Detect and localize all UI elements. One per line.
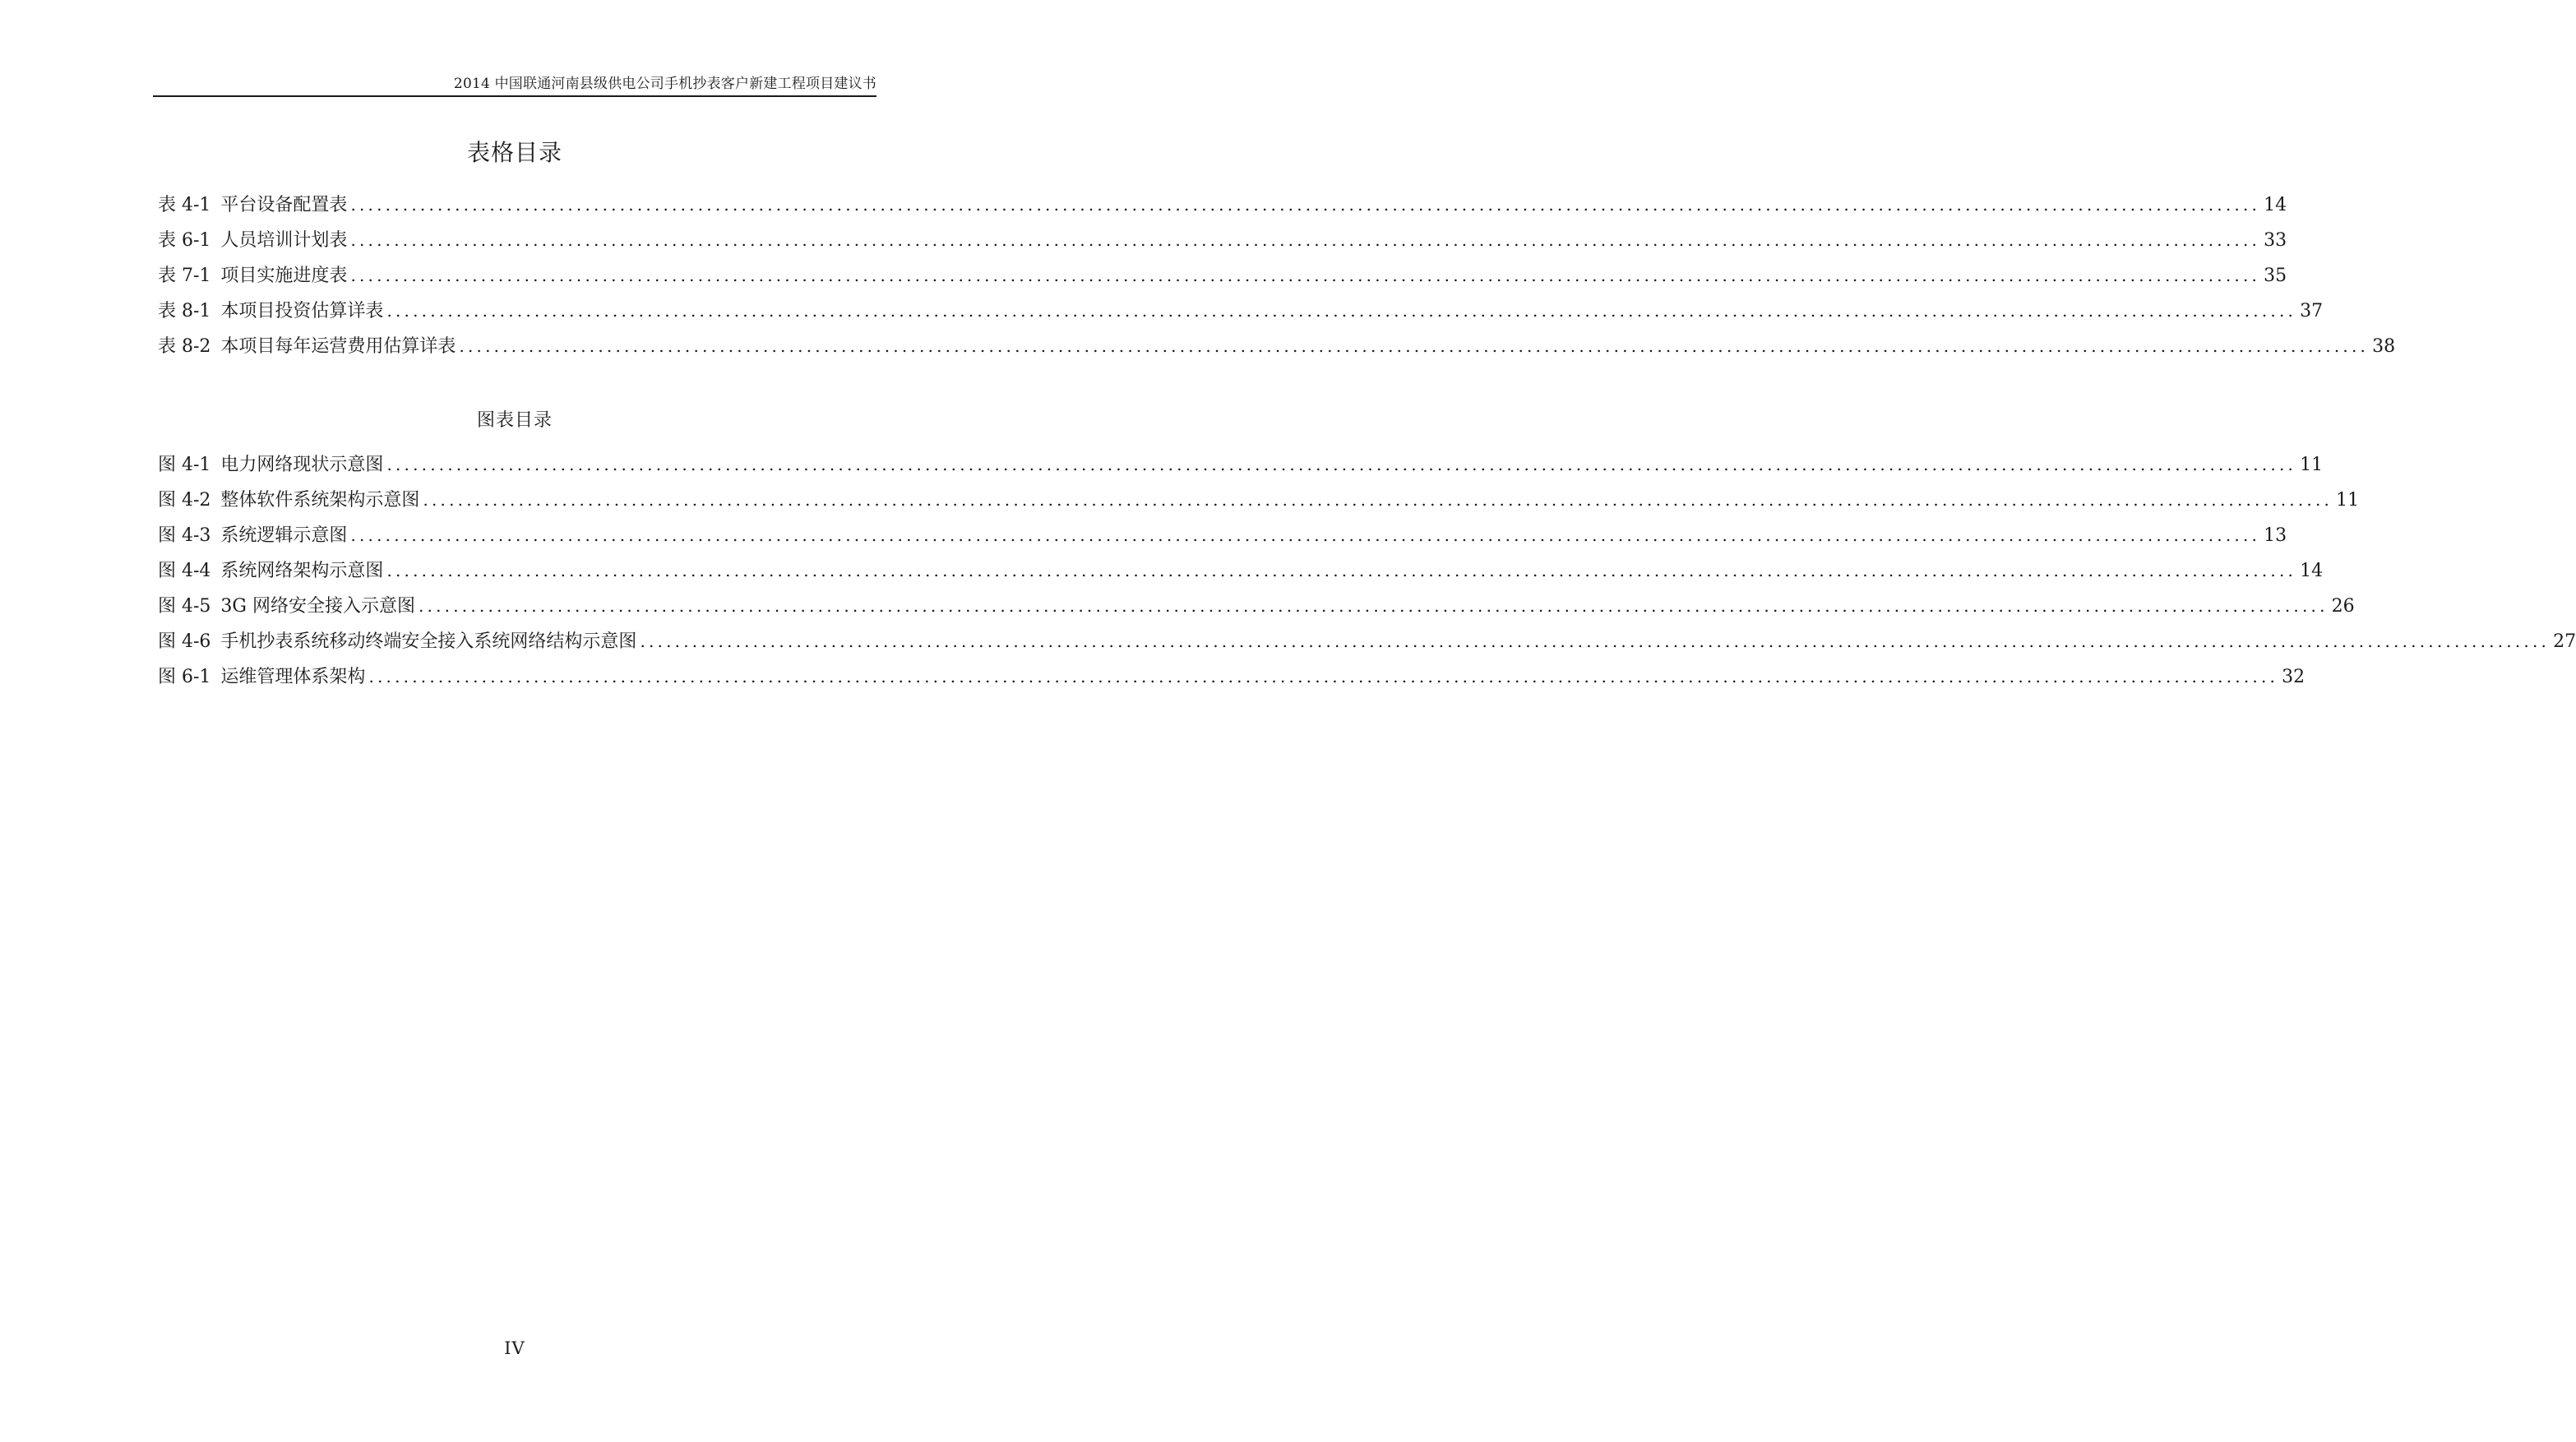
toc-entry[interactable] bbox=[158, 293, 2324, 329]
toc-entry-title: 整体软件系统架构示意图 bbox=[220, 490, 420, 511]
toc-entry-number: 表 8-1 bbox=[158, 301, 211, 321]
toc-entry-page: 26 bbox=[2331, 596, 2355, 617]
toc-entry-label bbox=[158, 589, 419, 624]
toc-entry[interactable] bbox=[158, 258, 2287, 293]
toc-entry-title: 手机抄表系统移动终端安全接入系统网络结构示意图 bbox=[220, 631, 637, 652]
figures-toc-list bbox=[158, 447, 2576, 695]
toc-leader-dots: ............................................................................................................................................................................................................................ bbox=[459, 336, 2370, 356]
toc-entry-number: 图 4-6 bbox=[158, 631, 211, 652]
toc-entry-page: 37 bbox=[2300, 301, 2324, 321]
toc-entry[interactable] bbox=[158, 518, 2287, 553]
toc-entry[interactable] bbox=[158, 589, 2355, 624]
page-number: IV bbox=[504, 1338, 525, 1358]
toc-entry-number: 表 4-1 bbox=[158, 195, 211, 215]
toc-entry[interactable] bbox=[158, 553, 2324, 589]
figures-toc-title: 图表目录 bbox=[476, 410, 553, 431]
toc-leader-dots: ............................................................................................................................................................................................................................ bbox=[419, 596, 2329, 616]
toc-entry-number: 图 4-1 bbox=[158, 455, 211, 475]
toc-entry-label bbox=[158, 483, 423, 518]
toc-entry-label bbox=[158, 258, 350, 293]
toc-entry-title: 人员培训计划表 bbox=[220, 230, 348, 251]
toc-leader-dots: ............................................................................................................................................................................................................................ bbox=[386, 301, 2297, 321]
toc-entry-title: 电力网络现状示意图 bbox=[220, 455, 384, 475]
toc-entry-label bbox=[158, 659, 368, 695]
toc-entry-number: 图 4-2 bbox=[158, 490, 211, 511]
toc-entry-number: 图 4-4 bbox=[158, 561, 211, 581]
toc-leader-dots: ............................................................................................................................................................................................................................ bbox=[423, 490, 2333, 510]
toc-entry-title: 平台设备配置表 bbox=[220, 195, 348, 215]
toc-entry-page: 27 bbox=[2553, 631, 2576, 652]
toc-entry-number: 图 6-1 bbox=[158, 667, 211, 687]
toc-entry-number: 图 4-3 bbox=[158, 525, 211, 546]
toc-entry-title: 本项目每年运营费用估算详表 bbox=[220, 336, 456, 357]
toc-entry[interactable] bbox=[158, 447, 2324, 483]
page-header bbox=[153, 71, 876, 97]
toc-leader-dots: ............................................................................................................................................................................................................................ bbox=[640, 631, 2551, 651]
toc-entry-page: 14 bbox=[2300, 561, 2324, 581]
toc-entry-label bbox=[158, 518, 350, 553]
toc-entry-page: 33 bbox=[2264, 230, 2287, 251]
toc-entry-label bbox=[158, 223, 350, 258]
toc-entry[interactable] bbox=[158, 223, 2287, 258]
header-title: 2014 中国联通河南县级供电公司手机抄表客户新建工程项目建议书 bbox=[453, 76, 876, 92]
toc-entry-title: 系统网络架构示意图 bbox=[220, 561, 384, 581]
toc-entry-title: 系统逻辑示意图 bbox=[220, 525, 348, 546]
toc-entry[interactable] bbox=[158, 483, 2360, 518]
tables-toc-list bbox=[158, 187, 2396, 364]
toc-entry-label bbox=[158, 187, 350, 223]
toc-entry-page: 11 bbox=[2300, 455, 2324, 475]
toc-entry[interactable] bbox=[158, 187, 2287, 223]
toc-leader-dots: ............................................................................................................................................................................................................................ bbox=[350, 230, 2261, 250]
toc-leader-dots: ............................................................................................................................................................................................................................ bbox=[368, 667, 2279, 686]
toc-entry[interactable] bbox=[158, 329, 2396, 364]
toc-entry-number: 图 4-5 bbox=[158, 596, 211, 617]
toc-entry[interactable] bbox=[158, 659, 2305, 695]
toc-entry-label bbox=[158, 447, 386, 483]
toc-entry-number: 表 6-1 bbox=[158, 230, 211, 251]
toc-entry-title: 本项目投资估算详表 bbox=[220, 301, 384, 321]
toc-entry-label bbox=[158, 329, 459, 364]
toc-entry-label bbox=[158, 293, 386, 329]
toc-entry-title: 项目实施进度表 bbox=[220, 266, 348, 286]
toc-leader-dots: ............................................................................................................................................................................................................................ bbox=[386, 561, 2297, 580]
toc-entry-page: 35 bbox=[2264, 266, 2287, 286]
toc-entry-number: 表 7-1 bbox=[158, 266, 211, 286]
toc-entry-page: 14 bbox=[2264, 195, 2287, 215]
toc-leader-dots: ............................................................................................................................................................................................................................ bbox=[386, 455, 2297, 474]
toc-entry-page: 11 bbox=[2336, 490, 2360, 511]
toc-leader-dots: ............................................................................................................................................................................................................................ bbox=[350, 266, 2261, 285]
toc-entry-page: 38 bbox=[2372, 336, 2396, 357]
toc-entry-page: 13 bbox=[2264, 525, 2287, 546]
toc-entry-title: 运维管理体系架构 bbox=[220, 667, 366, 687]
toc-leader-dots: ............................................................................................................................................................................................................................ bbox=[350, 195, 2261, 215]
toc-entry-title: 3G 网络安全接入示意图 bbox=[220, 596, 415, 617]
toc-entry-page: 32 bbox=[2282, 667, 2305, 687]
toc-entry[interactable] bbox=[158, 624, 2576, 659]
toc-entry-number: 表 8-2 bbox=[158, 336, 211, 357]
toc-entry-label bbox=[158, 553, 386, 589]
toc-leader-dots: ............................................................................................................................................................................................................................ bbox=[350, 525, 2261, 545]
tables-toc-title: 表格目录 bbox=[466, 139, 562, 166]
toc-entry-label bbox=[158, 624, 640, 659]
